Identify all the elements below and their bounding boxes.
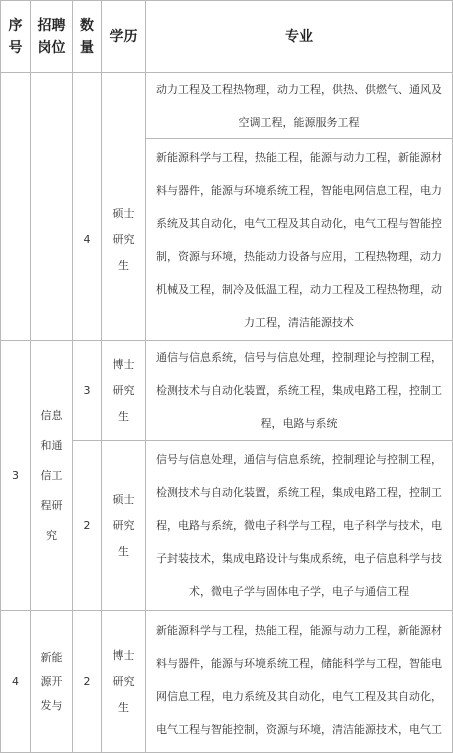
row5-major-cell: 新能源科学与工程，热能工程，能源与动力工程，新能源材料与器件，能源与环境系统工程，储能科学与工程，智能电网信息工程，电力系统及其自动化，电气工程及其自动化，电气工程与智能控制，资源与环境，清洁能源技术，电气工 — [156, 624, 442, 736]
row3-count-cell: 3 — [83, 384, 91, 397]
header-education: 学历 — [109, 28, 138, 45]
header-major: 专业 — [285, 28, 313, 45]
row5-count-cell: 2 — [83, 675, 91, 688]
row2-education-cell: 硕士研究生 — [112, 206, 135, 272]
row5-seq-cell: 4 — [12, 675, 19, 688]
row5-position-cell: 新能源开发与 — [40, 650, 63, 712]
row3-major-cell: 通信与信息系统，信号与信息处理，控制理论与控制工程，检测技术与自动化装置，系统工程，集成电路工程，控制工程，电路与系统 — [156, 351, 442, 430]
row5-education-cell: 博士研究生 — [112, 648, 135, 714]
row2-major-cell: 新能源科学与工程，热能工程，能源与动力工程，新能源材料与器件，能源与环境系统工程，智能电网信息工程，电力系统及其自动化，电气工程及其自动化，电气工程与智能控制，资源与环境，热能动力设备与应用，工程热物理，动力机械及工程，制冷及低温工程，动力工程及工程热物理，动力工程，清洁能源技术 — [156, 150, 442, 329]
header-seq: 序号 — [8, 17, 23, 56]
row3-seq-cell: 3 — [12, 469, 19, 482]
row3-position-cell: 信息和通信工程研究 — [40, 408, 63, 542]
row3-education-cell: 博士研究生 — [112, 357, 135, 423]
header-position: 招聘岗位 — [37, 17, 66, 56]
row4-major-cell: 信号与信息处理，通信与信息系统，控制理论与控制工程，检测技术与自动化装置，系统工程，集成电路工程，控制工程，电路与系统，微电子科学与工程，电子科学与技术，电子封装技术，集成电路设计与集成系统，电子信息科学与技术，微电子学与固体电子学，电子与通信工程 — [156, 453, 442, 598]
row4-education-cell: 硕士研究生 — [112, 492, 135, 558]
header-count: 数量 — [80, 17, 94, 56]
row2-count-cell: 4 — [83, 233, 91, 246]
row1-major-cell: 动力工程及工程热物理，动力工程，供热、供燃气、通风及空调工程，能源服务工程 — [156, 82, 442, 129]
row4-count-cell: 2 — [83, 519, 91, 532]
